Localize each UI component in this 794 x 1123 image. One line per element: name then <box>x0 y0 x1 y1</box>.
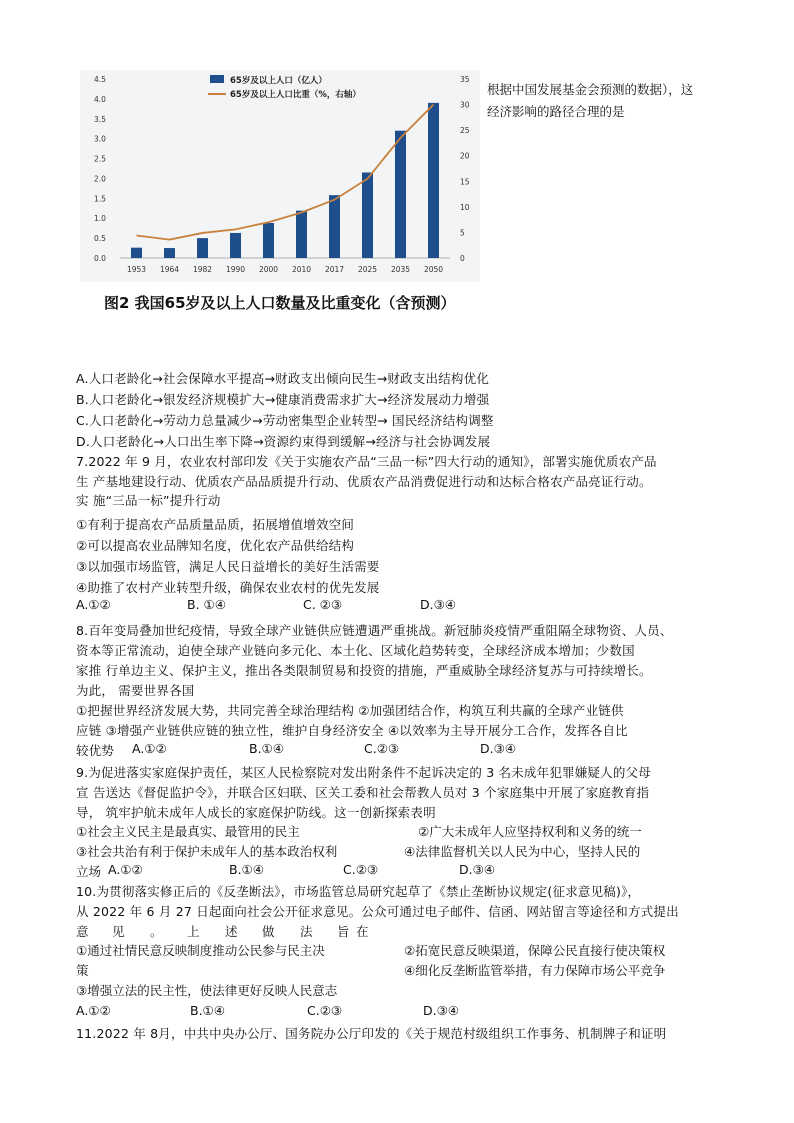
q7-choice-a: A.①② <box>76 597 111 612</box>
q10-stem-3-c9: 在 <box>356 924 369 939</box>
left-tick-label: 3.5 <box>94 114 106 124</box>
q6-option-c: C.人口老龄化→劳动力总量减少→劳动密集型企业转型→ 国民经济结构调整 <box>76 413 494 428</box>
population-chart <box>80 70 480 282</box>
right-tick-label: 30 <box>460 100 470 110</box>
q8-stem-4: 为此， 需要世界各国 <box>76 683 195 698</box>
bar <box>197 238 208 258</box>
q10-stem-2: 从 2022 年 6 月 27 日起面向社会公开征求意见。公众可通过电子邮件、信函、网站留言等途径和方式提出 <box>76 904 679 919</box>
q10-choice-c: C.②③ <box>307 1003 343 1018</box>
q10-choice-d: D.③④ <box>423 1003 460 1018</box>
left-tick-label: 1.0 <box>94 214 106 224</box>
legend-line-label: 65岁及以上人口比重（%，右轴） <box>230 90 361 100</box>
q10-stem-3-c7: 法 <box>300 924 313 939</box>
bar <box>362 172 373 258</box>
q8-choice-c: C.②③ <box>364 741 400 756</box>
q8-statements-1: ①把握世界经济发展大势，共同完善全球治理结构 ②加强团结合作，构筑互利共赢的全球产业链供 <box>76 703 624 718</box>
left-tick-label: 1.5 <box>94 194 106 204</box>
q10-statement-4: ④细化反垄断监管举措，有力保障市场公平竞争 <box>404 963 666 978</box>
left-tick-label: 2.5 <box>94 154 106 164</box>
q10-statement-2: ②拓宽民意反映渠道，保障公民直接行使决策权 <box>404 943 666 958</box>
ratio-line <box>137 105 434 240</box>
q7-statement-2: ②可以提高农业品牌知名度，优化农产品供给结构 <box>76 538 355 553</box>
q9-stem-1: 9.为促进落实家庭保护责任，某区人民检察院对发出附条件不起诉决定的 3 名未成年犯罪嫌疑人的父母 <box>76 765 651 780</box>
right-tick-label: 35 <box>460 75 470 84</box>
bar <box>395 131 406 258</box>
q9-statement-2: ②广大未成年人应坚持权利和义务的统一 <box>418 824 642 839</box>
q8-choice-b: B.①④ <box>249 741 284 756</box>
left-tick-label: 4.0 <box>94 94 106 104</box>
bar <box>428 103 439 258</box>
q10-stem-3-c8: 旨 <box>337 924 350 939</box>
right-tick-label: 0 <box>460 254 465 263</box>
q8-choice-d: D.③④ <box>480 741 517 756</box>
q10-stem-3-c2: 见 <box>112 924 125 939</box>
bar <box>230 233 241 258</box>
q11-stem-1: 11.2022 年 8月，中共中央办公厅、国务院办公厅印发的《关于规范村级组织工作事务、机制牌子和证明 <box>76 1026 667 1041</box>
left-tick-label: 0.5 <box>94 234 106 244</box>
q9-choice-b: B.①④ <box>229 862 264 877</box>
q9-statement-3: ③社会共治有利于保护未成年人的基本政治权利 <box>76 844 338 859</box>
x-tick-label: 2050 <box>423 265 444 274</box>
x-tick-label: 1953 <box>126 265 147 274</box>
q9-stem-2: 宣 告送达《督促监护令》，并联合区妇联、区关工委和社会帮教人员对 3 个家庭集中开展了家庭教育指 <box>76 785 650 800</box>
x-tick-label: 1964 <box>159 265 180 274</box>
q8-choice-a: A.①② <box>132 741 167 756</box>
q8-stem-3: 家推 行单边主义、保护主义，推出各类限制贸易和投资的措施，严重威胁全球经济复苏与可持续增长。 <box>76 663 652 678</box>
q7-statement-1: ①有利于提高农产品质量品质，拓展增值增效空间 <box>76 517 355 532</box>
bar <box>296 211 307 258</box>
side-text-line-2: 经济影响的路径合理的是 <box>487 104 625 119</box>
q9-statement-4-tail: 立场 <box>76 864 102 879</box>
q7-stem-2: 生 产基地建设行动、优质农产品品质提升行动、优质农产品消费促进行动和达标合格农产品亮证行动。 <box>76 474 652 489</box>
q9-stem-3: 导， 筑牢护航未成年人成长的家庭保护防线。这一创新探索表明 <box>76 805 436 820</box>
left-tick-label: 3.0 <box>94 134 106 144</box>
q7-choice-c: C. ②③ <box>303 597 343 612</box>
x-tick-label: 2025 <box>357 265 378 274</box>
x-tick-label: 1990 <box>225 265 246 274</box>
bar <box>164 248 175 258</box>
q10-choice-a: A.①② <box>76 1003 111 1018</box>
left-tick-label: 0.0 <box>94 254 106 263</box>
q6-option-a: A.人口老龄化→社会保障水平提高→财政支出倾向民生→财政支出结构优化 <box>76 371 490 386</box>
right-tick-label: 15 <box>460 177 470 187</box>
side-text-line-1: 根据中国发展基金会预测的数据），这 <box>487 82 694 97</box>
q7-statement-3: ③以加强市场监管，满足人民日益增长的美好生活需要 <box>76 559 380 574</box>
left-tick-label: 4.5 <box>94 75 106 84</box>
q8-stem-2: 资本等正常流动，迫使全球产业链向多元化、本土化、区域化趋势转变，全球经济成本增加；少数国 <box>76 643 635 658</box>
legend-bar-swatch <box>210 75 224 83</box>
q9-statement-4: ④法律监督机关以人民为中心，坚持人民的 <box>404 844 641 859</box>
q10-stem-3-c1: 意 <box>76 924 89 939</box>
q9-statement-1: ①社会主义民主是最真实、最管用的民主 <box>76 824 300 839</box>
chart-svg <box>80 70 480 282</box>
bar <box>329 195 340 258</box>
q10-stem-3-c4: 上 <box>187 924 200 939</box>
q9-choice-c: C.②③ <box>343 862 379 877</box>
right-tick-label: 5 <box>460 228 465 238</box>
legend-bar-label: 65岁及以上人口（亿人） <box>230 76 327 86</box>
q10-choice-b: B.①④ <box>190 1003 225 1018</box>
right-tick-label: 10 <box>460 202 470 212</box>
q7-statement-4: ④助推了农村产业转型升级，确保农业农村的优先发展 <box>76 580 380 595</box>
q7-stem-1: 7.2022 年 9 月，农业农村部印发《关于实施农产品“三品一标”四大行动的通知》，部署实施优质农产品 <box>76 454 657 469</box>
x-tick-label: 2000 <box>258 265 279 274</box>
bar <box>131 248 142 258</box>
bar <box>263 223 274 258</box>
q10-stem-3-c6: 做 <box>262 924 275 939</box>
x-tick-label: 2017 <box>324 265 345 274</box>
chart-caption: 图2 我国65岁及以上人口数量及比重变化（含预测） <box>104 294 456 312</box>
q10-statement-1: ①通过社情民意反映制度推动公民参与民主决 <box>76 943 325 958</box>
q7-stem-3: 实 施“三品一标”提升行动 <box>76 493 221 508</box>
q10-stem-1: 10.为贯彻落实修正后的《反垄断法》，市场监管总局研究起草了《禁止垄断协议规定(征求意见稿)》， <box>76 884 641 899</box>
right-tick-label: 20 <box>460 151 470 161</box>
q6-option-d: D.人口老龄化→人口出生率下降→资源约束得到缓解→经济与社会协调发展 <box>76 434 491 449</box>
q9-choice-a: A.①② <box>108 862 143 877</box>
q10-statement-3: ③增强立法的民主性，使法律更好反映人民意志 <box>76 983 338 998</box>
right-tick-label: 25 <box>460 126 470 136</box>
x-tick-label: 1982 <box>192 265 213 274</box>
x-tick-label: 2010 <box>291 265 312 274</box>
q8-stem-1: 8.百年变局叠加世纪疫情，导致全球产业链供应链遭遇严重挑战。新冠肺炎疫情严重阻隔全球物资、人员、 <box>76 623 673 638</box>
q10-stem-3-c3: 。 <box>150 924 163 939</box>
q9-choice-d: D.③④ <box>459 862 496 877</box>
x-tick-label: 2035 <box>390 265 411 274</box>
q10-statement-1-tail: 策 <box>76 963 89 978</box>
q7-choice-d: D.③④ <box>420 597 457 612</box>
q8-statements-2: 应链 ③增强产业链供应链的独立性，维护自身经济安全 ④以效率为主导开展分工合作，发挥各自比 <box>76 723 628 738</box>
q7-choice-b: B. ①④ <box>187 597 226 612</box>
q8-statements-3: 较优势 <box>76 743 115 758</box>
q10-stem-3-c5: 述 <box>225 924 238 939</box>
left-tick-label: 2.0 <box>94 174 106 184</box>
q6-option-b: B.人口老龄化→银发经济规模扩大→健康消费需求扩大→经济发展动力增强 <box>76 392 490 407</box>
